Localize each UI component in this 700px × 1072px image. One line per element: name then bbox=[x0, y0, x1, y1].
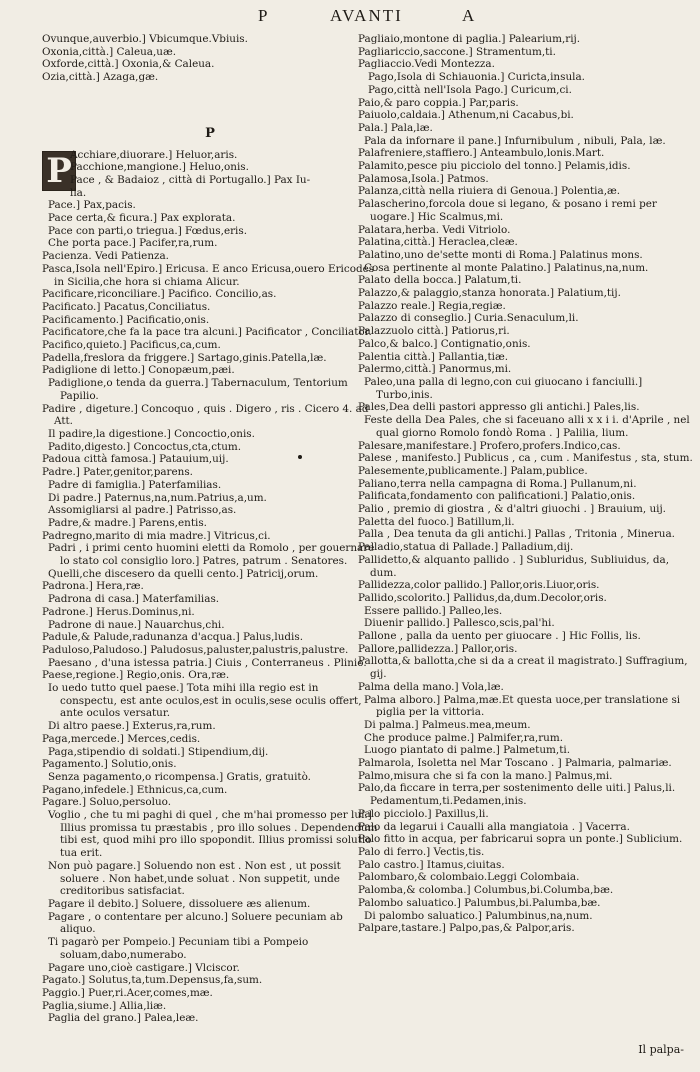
dictionary-entry: Pallidezza,color pallido.] Pallor,oris.Liuor,oris. bbox=[358, 579, 600, 592]
dictionary-entry: Palesare,manifestare.] Profero,profers.Indico,cas. bbox=[358, 439, 621, 452]
dictionary-entry: Di altro paese.] Exterus,ra,rum. bbox=[48, 720, 216, 733]
dictionary-entry: Pagare il debito.] Soluere, dissoluere æs alienum. bbox=[48, 898, 311, 910]
dictionary-entry: Paglia,siume.] Allia,liæ. bbox=[42, 999, 167, 1012]
dictionary-entry: Pace , & Badaioz , città di Portugallo.] Pax Iu- bbox=[70, 173, 311, 186]
dictionary-entry: Paesano , d'una istessa patria.] Ciuis , Conterraneus . Plinio. bbox=[48, 656, 367, 669]
dictionary-entry: Palato della bocca.] Palatum,ti. bbox=[358, 274, 522, 287]
dictionary-entry: Di palombo saluatico.] Palumbinus,na,num. bbox=[364, 909, 593, 922]
dictionary-entry: Assomigliarsi al padre.] Patrisso,as. bbox=[48, 504, 237, 517]
dictionary-entry: Paglia del grano.] Palea,leæ. bbox=[48, 1012, 199, 1025]
dictionary-entry: Che produce palme.] Palmifer,ra,rum. bbox=[364, 731, 564, 744]
dictionary-entry: Padre.] Pater,genitor,parens. bbox=[42, 466, 193, 479]
dictionary-entry: Cosa pertinente al monte Palatino.] Palatinus,na,num. bbox=[364, 261, 649, 274]
dictionary-entry: Palesemente,publicamente.] Palam,publice. bbox=[358, 464, 588, 477]
dropcap-lines bbox=[42, 149, 378, 200]
dictionary-entry: Pagare , o contentare per alcuno.] Soluere pecuniam ab aliquo. bbox=[48, 910, 343, 936]
dictionary-entry: Pagliariccio,saccone.] Stramentum,ti. bbox=[358, 45, 556, 58]
dictionary-entry: Palmo,misura che si fa con la mano.] Palmus,mi. bbox=[358, 769, 613, 782]
dictionary-entry: Paleo,una palla di legno,con cui giuocano i fanciulli.] Turbo,inis. bbox=[364, 375, 643, 401]
dictionary-entry: Pagliaio,montone di paglia.] Palearium,rij. bbox=[358, 33, 581, 45]
dictionary-entry: Pacificare,riconciliare.] Pacifico. Concilio,as. bbox=[42, 288, 277, 301]
dictionary-entry: Paio,& paro coppia.] Par,paris. bbox=[358, 96, 519, 109]
dictionary-entry: Palamosa,Isola.] Patmos. bbox=[358, 172, 489, 185]
dictionary-entry: Palatara,herba. Vedi Vitriolo. bbox=[358, 223, 511, 236]
dictionary-entry: Palese , manifesto.] Publicus , ca , cum . Manifestus , sta, stum. bbox=[358, 452, 693, 465]
dictionary-entry: Padoua città famosa.] Patauium,uij. bbox=[42, 453, 229, 466]
dictionary-entry: Pallone , palla da uento per giuocare . ] Hic Follis, lis. bbox=[358, 630, 641, 643]
ink-dot bbox=[298, 455, 302, 459]
dictionary-entry: Pala da infornare il pane.] Infurnibulum , nibuli, Pala, læ. bbox=[364, 134, 666, 147]
dictionary-entry: Palatino,uno de'sette monti di Roma.] Palatinus mons. bbox=[358, 248, 643, 261]
dictionary-entry: Palificata,fondamento con palificationi.] Palatio,onis. bbox=[358, 490, 636, 503]
dictionary-entry: Padella,freslora da friggere.] Sartago,ginis.Patella,læ. bbox=[42, 351, 327, 364]
dictionary-entry: Palladio,statua di Pallade.] Palladium,dij. bbox=[358, 541, 574, 554]
dictionary-entry: Pace certa,& ficura.] Pax explorata. bbox=[48, 212, 236, 225]
dictionary-entry: Pagare uno,cioè castigare.] Vlciscor. bbox=[48, 961, 240, 974]
dictionary-entry: Diuenir pallido.] Pallesco,scis,pal'hi. bbox=[364, 617, 555, 630]
dictionary-entry: Pacifico,quieto.] Pacificus,ca,cum. bbox=[42, 339, 221, 352]
dictionary-entry: Pagliaccio.Vedi Montezza. bbox=[358, 58, 495, 71]
dictionary-entry: Pacificatore,che fa la pace tra alcuni.] Pacificator , Conciliator. bbox=[42, 326, 372, 339]
left-entries bbox=[42, 199, 378, 1025]
dictionary-entry: Pallidetto,& alquanto pallido . ] Subluridus, Subliuidus, da, dum. bbox=[358, 553, 670, 579]
dictionary-entry: Padrone di naue.] Nauarchus,chi. bbox=[48, 618, 225, 631]
header-right-letter: A bbox=[462, 6, 477, 25]
dictionary-entry: Palo fitto in acqua, per fabricarui sopra un ponte.] Sublicium. bbox=[358, 833, 683, 846]
dictionary-entry: Palafreniere,staffiero.] Anteambulo,lonis.Mart. bbox=[358, 147, 605, 160]
dictionary-entry: Pacificato.] Pacatus,Conciliatus. bbox=[42, 300, 211, 313]
dictionary-entry: Palamito,pesce piu picciolo del tonno.] Pelamis,idis. bbox=[358, 160, 631, 173]
section-letter: P bbox=[205, 125, 215, 141]
dictionary-entry: Palazzuolo città.] Patiorus,ri. bbox=[358, 325, 510, 338]
dictionary-entry: Padre di famiglia.] Paterfamilias. bbox=[48, 478, 222, 491]
dictionary-entry: Padre,& madre.] Parens,entis. bbox=[48, 516, 207, 529]
dictionary-entry: Palombaro,& colombaio.Leggi Colombaia. bbox=[358, 871, 580, 884]
dictionary-entry: Pagato.] Solutus,ta,tum.Depensus,fa,sum. bbox=[42, 974, 263, 987]
dictionary-entry: Palma della mano.] Vola,læ. bbox=[358, 680, 504, 693]
dictionary-entry: Palo di ferro.] Vectis,tis. bbox=[358, 846, 485, 858]
dictionary-entry: Padiglione di letto.] Conopæum,pæi. bbox=[42, 364, 235, 377]
dictionary-entry: Che porta pace.] Pacifer,ra,rum. bbox=[48, 237, 218, 250]
dictionary-entry: Non può pagare.] Soluendo non est . Non est , ut possit soluere . Non habet,unde soluat . Non suppetit, unde creditoribus satisfaciat. bbox=[48, 859, 341, 898]
dictionary-entry: Palco,& balco.] Contignatio,onis. bbox=[358, 337, 531, 350]
dictionary-entry: Io uedo tutto quel paese.] Tota mihi illa regio est in conspectu, est ante oculos,est in oculis,sese oculis offert, ante oculos versatur. bbox=[48, 682, 362, 720]
dictionary-entry: Quelli,che discesero da quelli cento.] Patricij,orum. bbox=[48, 567, 319, 580]
left-top-entries bbox=[42, 33, 378, 84]
dictionary-entry: Palazzo di conseglio.] Curia.Senaculum,li. bbox=[358, 312, 579, 325]
right-entries bbox=[358, 33, 696, 935]
dictionary-entry: Palo castro.] Itamus,ciuitas. bbox=[358, 858, 505, 871]
dictionary-entry: Ozia,città.] Azaga,gæ. bbox=[42, 71, 159, 84]
dropcap-initial: P bbox=[42, 151, 76, 191]
dictionary-entry: Pace con parti,o triegua.] Fœdus,eris. bbox=[48, 224, 248, 237]
dictionary-entry: Padrona.] Hera,ræ. bbox=[42, 580, 144, 593]
dictionary-entry: Padule,& Palude,radunanza d'acqua.] Palus,ludis. bbox=[42, 631, 303, 644]
dictionary-entry: Pala.] Pala,læ. bbox=[358, 121, 433, 134]
dictionary-entry: Voglio , che tu mi paghi di quel , che m'hai promesso per lui.] Illius promissa tu præstabis , pro illo solues . Dependendum tibi est, quod mihi pro illo spopondit. Illius promissi solutio tua erit. bbox=[48, 809, 378, 860]
dictionary-entry: Paggio.] Puer,ri.Acer,comes,mæ. bbox=[42, 986, 213, 999]
dictionary-entry: Di palma.] Palmeus.mea,meum. bbox=[364, 718, 531, 731]
dictionary-entry: Palio , premio di giostra , & d'altri giuochi . ] Brauium, uij. bbox=[358, 503, 666, 516]
dictionary-entry: Paletta del fuoco.] Batillum,li. bbox=[358, 515, 515, 528]
dictionary-entry: Padiglione,o tenda da guerra.] Tabernaculum, Tentorium Papilio. bbox=[48, 377, 348, 402]
dictionary-entry: Il padire,la digestione.] Concoctio,onis. bbox=[48, 427, 255, 440]
dictionary-entry: Palma alboro.] Palma,mæ.Et questa uoce,per translatione si piglia per la vittoria. bbox=[364, 693, 681, 719]
dictionary-entry: Pago,città nell'Isola Pago.] Curicum,ci. bbox=[368, 83, 572, 96]
dictionary-entry: Paese,regione.] Regio,onis. Ora,ræ. bbox=[42, 669, 230, 682]
dictionary-entry: Palentia città.] Pallantia,tiæ. bbox=[358, 350, 509, 363]
dictionary-entry: Padregno,marito di mia madre.] Vitricus,ci. bbox=[42, 529, 271, 542]
dictionary-entry: Palanza,città nella riuiera di Genoua.] Polentia,æ. bbox=[358, 185, 621, 198]
header-left-letter: P bbox=[258, 6, 270, 25]
dictionary-entry: Paga,mercede.] Merces,cedis. bbox=[42, 732, 201, 745]
dictionary-entry: Palo da legarui i Caualli alla mangiatoia . ] Vacerra. bbox=[358, 820, 630, 833]
dictionary-entry: Ti pagarò per Pompeio.] Pecuniam tibi a Pompeio soluam,dabo,numerabo. bbox=[48, 936, 309, 961]
dictionary-entry: Luogo piantato di palme.] Palmetum,ti. bbox=[364, 744, 571, 757]
dictionary-entry: Palombo saluatico.] Palumbus,bi.Palumba,bæ. bbox=[358, 896, 601, 909]
dictionary-entry: Pacienza. Vedi Patienza. bbox=[42, 250, 169, 263]
right-column bbox=[358, 33, 696, 1063]
dictionary-entry: Pago,Isola di Schiauonia.] Curicta,insula. bbox=[368, 71, 585, 84]
dictionary-entry: Palatina,città.] Heraclea,cleæ. bbox=[358, 236, 518, 249]
left-column bbox=[42, 33, 378, 1063]
dictionary-entry: Palascherino,forcola doue si legano, & posano i remi per uogare.] Hic Scalmus,mi. bbox=[358, 198, 657, 223]
dictionary-entry: Ovunque,auverbio.] Vbicumque.Vbiuis. bbox=[42, 33, 248, 45]
dictionary-entry: Palo picciolo.] Paxillus,li. bbox=[358, 807, 489, 820]
dictionary-entry: Pagano,infedele.] Ethnicus,ca,cum. bbox=[42, 783, 228, 796]
dictionary-entry: Pallido,scolorito.] Pallidus,da,dum.Decolor,oris. bbox=[358, 591, 607, 604]
header-title: AVANTI bbox=[330, 6, 403, 25]
dictionary-entry: Pallotta,& ballotta,che si da a creat il magistrato.] Suffragium, gij. bbox=[358, 655, 688, 681]
dictionary-entry: Padrona di casa.] Materfamilias. bbox=[48, 593, 220, 606]
dictionary-entry: Paduloso,Paludoso.] Paludosus,paluster,palustris,palustre. bbox=[42, 643, 349, 656]
dictionary-entry: Palpare,tastare.] Palpo,pas,& Palpor,aris. bbox=[358, 922, 575, 935]
dictionary-entry: Palmarola, Isoletta nel Mar Toscano . ] Palmaria, palmariæ. bbox=[358, 757, 672, 770]
dictionary-entry: Palazzo,& palaggio,stanza honorata.] Palatium,tij. bbox=[358, 287, 621, 300]
dictionary-entry: Palomba,& colomba.] Columbus,bi.Columba,bæ. bbox=[358, 884, 614, 897]
dictionary-entry: Pasca,Isola nell'Epiro.] Ericusa. E anco Ericusa,ouero Ericodes in Sicilia,che hora si chiama Alicur. bbox=[42, 262, 375, 288]
dictionary-entry: Pales,Dea delli pastori appresso gli antichi.] Pales,lis. bbox=[358, 401, 640, 414]
dictionary-entry: Palla , Dea tenuta da gli antichi.] Pallas , Tritonia , Minerua. bbox=[358, 528, 675, 541]
dictionary-entry: Essere pallido.] Palleo,les. bbox=[364, 604, 503, 617]
dictionary-entry: Di padre.] Paternus,na,num.Patrius,a,um. bbox=[48, 491, 267, 504]
dictionary-entry: Pace.] Pax,pacis. bbox=[48, 199, 136, 212]
dictionary-entry: Pallore,pallidezza.] Pallor,oris. bbox=[358, 642, 518, 655]
dictionary-entry: Acchiare,diuorare.] Heluor,aris. bbox=[70, 148, 238, 161]
dictionary-entry: Oxforde,città.] Oxonia,& Caleua. bbox=[42, 58, 215, 71]
dictionary-entry: Paga,stipendio di soldati.] Stipendium,dij. bbox=[48, 745, 269, 758]
dictionary-entry: Pagare.] Soluo,persoluo. bbox=[42, 796, 172, 809]
dictionary-entry: Palermo,città.] Panormus,mi. bbox=[358, 363, 512, 376]
dictionary-entry: Pacchione,mangione.] Heluo,onis. bbox=[70, 161, 249, 174]
dictionary-entry: Padrone.] Herus.Dominus,ni. bbox=[42, 605, 195, 618]
dictionary-entry: Padri , i primi cento huomini eletti da Romolo , per gouernare lo stato col consiglio loro.] Patres, patrum . Senatores. bbox=[48, 542, 375, 568]
dictionary-entry: Palo,da ficcare in terra,per sostenimento delle uiti.] Palus,li. Pedamentum,ti.Pedamen,inis. bbox=[358, 782, 676, 808]
dictionary-entry: Senza pagamento,o ricompensa.] Gratis, gratuitò. bbox=[48, 770, 311, 783]
dictionary-entry: Oxonia,città.] Caleua,uæ. bbox=[42, 45, 177, 58]
running-header bbox=[0, 6, 700, 28]
dictionary-entry: Feste della Dea Pales, che si faceuano alli x x i i. d'Aprile , nel qual giorno Romolo fondò Roma . ] Palilia, lium. bbox=[364, 414, 690, 439]
dictionary-entry: Padito,digesto.] Concoctus,cta,ctum. bbox=[48, 440, 242, 453]
dictionary-entry: Paiuolo,caldaia.] Athenum,ni Cacabus,bi. bbox=[358, 109, 574, 122]
dictionary-entry: Pagamento.] Solutio,onis. bbox=[42, 758, 177, 771]
dropcap-paragraph bbox=[42, 149, 378, 200]
dictionary-entry: lia. bbox=[70, 186, 87, 199]
dictionary-entry: Pacificamento.] Pacificatio,onis. bbox=[42, 313, 210, 326]
dictionary-entry: Palazzo reale.] Regia,regiæ. bbox=[358, 299, 506, 312]
catchword: Il palpa- bbox=[638, 1043, 684, 1056]
dictionary-entry: Padire , digeture.] Concoquo , quis . Digero , ris . Cicero 4. ad Att. bbox=[42, 402, 369, 428]
dictionary-entry: Paliano,terra nella campagna di Roma.] Pullanum,ni. bbox=[358, 477, 637, 490]
